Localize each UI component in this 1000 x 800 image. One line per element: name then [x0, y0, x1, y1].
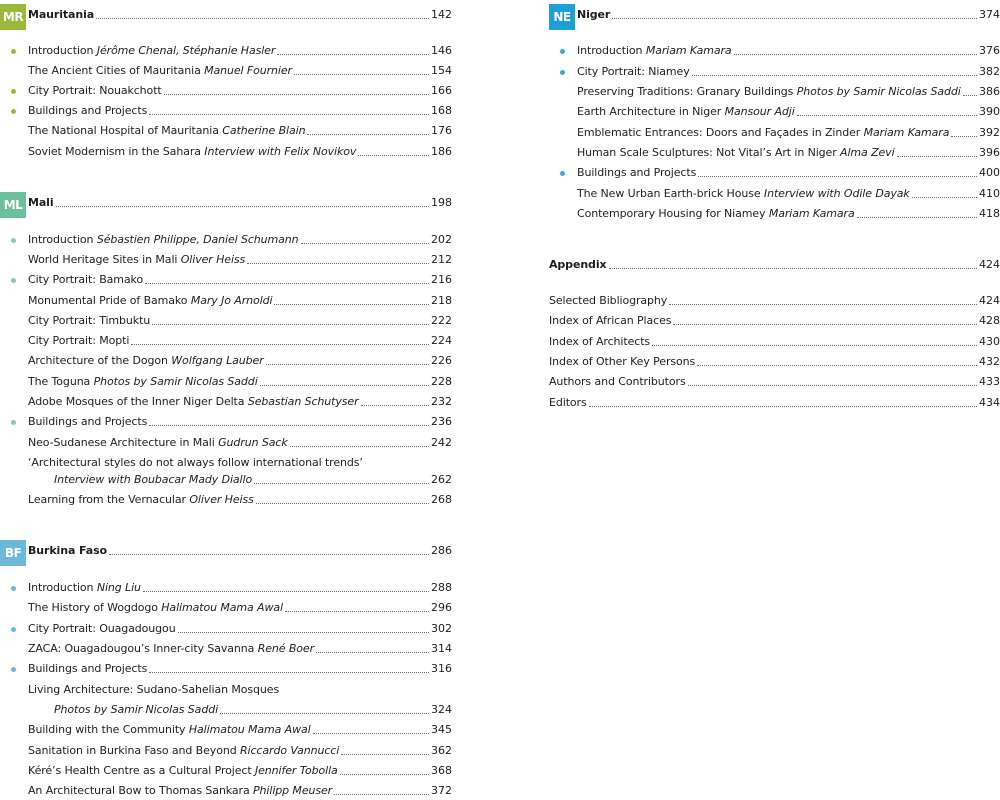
dot-leader	[149, 671, 429, 673]
toc-section-mauritania[interactable]	[0, 4, 452, 24]
section-title: Burkina Faso	[28, 544, 108, 557]
toc-entry[interactable]	[549, 290, 1000, 310]
dot-leader	[334, 793, 429, 795]
bullet-icon	[11, 586, 16, 591]
page-number: 424	[979, 294, 1000, 307]
page-number: 224	[431, 334, 452, 347]
dot-leader	[96, 17, 429, 19]
page-number: 392	[979, 126, 1000, 139]
entry-title: Adobe Mosques of the Inner Niger Delta	[28, 395, 248, 408]
entry-author: Interview with Boubacar Mady Diallo	[54, 473, 253, 486]
entry-title: Buildings and Projects	[28, 415, 148, 428]
toc-entry[interactable]	[549, 310, 1000, 330]
section-title: Appendix	[549, 258, 607, 271]
entry-author: Ning Liu	[96, 581, 141, 594]
page-number: 424	[979, 258, 1000, 271]
entry-author: Photos by Samir Nicolas Saddi	[54, 703, 219, 716]
entry-title: Living Architecture: Sudano-Sahelian Mosques	[28, 683, 280, 696]
dot-leader	[277, 53, 429, 55]
toc-entry[interactable]	[549, 81, 1000, 101]
dot-leader	[358, 154, 429, 156]
page-number: 433	[979, 375, 1000, 388]
page-number: 236	[431, 415, 452, 428]
dot-leader	[290, 445, 429, 447]
toc-entry-line2[interactable]	[0, 469, 452, 489]
entry-title: Index of African Places	[549, 314, 672, 327]
dot-leader	[734, 53, 977, 55]
toc-section-appendix[interactable]	[549, 254, 1000, 274]
bullet-icon	[11, 278, 16, 283]
country-badge-ne: NE	[549, 4, 575, 30]
entry-author: Photos by Samir Nicolas Saddi	[796, 85, 961, 98]
entry-title: Selected Bibliography	[549, 294, 668, 307]
entry-title: City Portrait: Nouakchott	[28, 84, 162, 97]
toc-entry[interactable]	[0, 719, 452, 739]
entry-author: Manuel Fournier	[204, 64, 292, 77]
country-badge-mr: MR	[0, 4, 26, 30]
entry-title: Buildings and Projects	[28, 104, 148, 117]
entry-author: Photos by Samir Nicolas Saddi	[93, 375, 258, 388]
page-number: 212	[431, 253, 452, 266]
toc-entry[interactable]	[0, 489, 452, 509]
entry-title: Building with the Community	[28, 723, 189, 736]
entry-title: City Portrait: Niamey	[577, 65, 690, 78]
dot-leader	[220, 712, 429, 714]
entry-author: René Boer	[257, 642, 315, 655]
page-number: 228	[431, 375, 452, 388]
toc-entry[interactable]	[549, 142, 1000, 162]
page-number: 176	[431, 124, 452, 137]
toc-entry[interactable]	[549, 40, 1000, 60]
dot-leader	[688, 384, 977, 386]
entry-title: World Heritage Sites in Mali	[28, 253, 181, 266]
entry-title: Emblematic Entrances: Doors and Façades in Zinder	[577, 126, 864, 139]
page-number: 316	[431, 662, 452, 675]
dot-leader	[609, 267, 978, 269]
page-number: 242	[431, 436, 452, 449]
entry-title: Buildings and Projects	[28, 662, 148, 675]
toc-entry-line1[interactable]	[28, 679, 452, 699]
toc-entry[interactable]	[0, 229, 452, 249]
page-number: 168	[431, 104, 452, 117]
dot-leader	[692, 74, 977, 76]
page-number: 222	[431, 314, 452, 327]
entry-title: Introduction	[28, 44, 97, 57]
entry-author: Interview with Felix Novikov	[204, 145, 357, 158]
entry-author: Alma Zevi	[840, 146, 895, 159]
page-number: 362	[431, 744, 452, 757]
dot-leader	[612, 17, 977, 19]
entry-title: Kéré’s Health Centre as a Cultural Project	[28, 764, 255, 777]
entry-title: Monumental Pride of Bamako	[28, 294, 191, 307]
section-title: Niger	[577, 8, 611, 21]
entry-author: Interview with Odile Dayak	[763, 187, 910, 200]
page-number: 372	[431, 784, 452, 797]
entry-title: Editors	[549, 396, 587, 409]
entry-title: Neo-Sudanese Architecture in Mali	[28, 436, 219, 449]
toc-entry[interactable]	[0, 60, 452, 80]
page-number: 216	[431, 273, 452, 286]
toc-entry[interactable]	[549, 61, 1000, 81]
entry-author: Sebastian Schutyser	[247, 395, 359, 408]
page-number: 288	[431, 581, 452, 594]
page-number: 154	[431, 64, 452, 77]
toc-entry[interactable]	[0, 330, 452, 350]
toc-entry[interactable]	[0, 141, 452, 161]
page-number: 142	[431, 8, 452, 21]
dot-leader	[652, 344, 977, 346]
dot-leader	[340, 773, 429, 775]
page-number: 396	[979, 146, 1000, 159]
dot-leader	[256, 502, 429, 504]
entry-title: Soviet Modernism in the Sahara	[28, 145, 205, 158]
entry-author: Mariam Kamara	[645, 44, 732, 57]
entry-title: Preserving Traditions: Granary Buildings	[577, 85, 797, 98]
page-number: 166	[431, 84, 452, 97]
entry-title: Authors and Contributors	[549, 375, 686, 388]
bullet-icon	[11, 420, 16, 425]
toc-section-niger[interactable]	[549, 4, 1000, 24]
entry-title: Index of Architects	[549, 335, 651, 348]
toc-entry[interactable]	[549, 203, 1000, 223]
entry-title: Introduction	[28, 233, 97, 246]
entry-author: Halimatou Mama Awal	[188, 723, 311, 736]
entry-title: ZACA: Ouagadougou’s Inner-city Savanna	[28, 642, 258, 655]
entry-title: The Ancient Cities of Mauritania	[28, 64, 205, 77]
entry-title: Sanitation in Burkina Faso and Beyond	[28, 744, 240, 757]
dot-leader	[56, 205, 429, 207]
page-number: 368	[431, 764, 452, 777]
bullet-icon	[11, 627, 16, 632]
dot-leader	[951, 135, 977, 137]
bullet-icon	[11, 89, 16, 94]
page-number: 410	[979, 187, 1000, 200]
entry-author: Catherine Blain	[222, 124, 306, 137]
page-number: 198	[431, 196, 452, 209]
entry-title: City Portrait: Mopti	[28, 334, 130, 347]
dot-leader	[361, 404, 429, 406]
bullet-icon	[11, 667, 16, 672]
entry-title: City Portrait: Ouagadougou	[28, 622, 176, 635]
dot-leader	[143, 590, 429, 592]
section-title: Mali	[28, 196, 54, 209]
dot-leader	[307, 133, 429, 135]
page-number: 376	[979, 44, 1000, 57]
page-number: 262	[431, 473, 452, 486]
toc-entry[interactable]	[549, 351, 1000, 371]
dot-leader	[247, 262, 429, 264]
entry-author: Mansour Adji	[724, 105, 795, 118]
entry-author: Jérôme Chenal, Stéphanie Hasler	[96, 44, 276, 57]
page-number: 434	[979, 396, 1000, 409]
toc-entry[interactable]	[0, 310, 452, 330]
toc-entry[interactable]	[0, 249, 452, 269]
toc-entry[interactable]	[0, 290, 452, 310]
page-number: 186	[431, 145, 452, 158]
dot-leader	[963, 94, 977, 96]
page-number: 390	[979, 105, 1000, 118]
entry-title: Earth Architecture in Niger	[577, 105, 725, 118]
dot-leader	[254, 482, 429, 484]
entry-title: Contemporary Housing for Niamey	[577, 207, 769, 220]
dot-leader	[131, 343, 429, 345]
country-badge-bf: BF	[0, 540, 26, 566]
toc-entry[interactable]	[0, 391, 452, 411]
toc-entry[interactable]	[549, 122, 1000, 142]
section-title: Mauritania	[28, 8, 95, 21]
toc-entry[interactable]	[0, 100, 452, 120]
entry-title: Introduction	[28, 581, 97, 594]
dot-leader	[697, 364, 977, 366]
toc-entry[interactable]	[549, 162, 1000, 182]
page-number: 296	[431, 601, 452, 614]
page-number: 314	[431, 642, 452, 655]
dot-leader	[109, 553, 429, 555]
entry-title: Introduction	[577, 44, 646, 57]
bullet-icon	[11, 238, 16, 243]
page-number: 202	[431, 233, 452, 246]
toc-entry[interactable]	[0, 40, 452, 60]
toc-entry[interactable]	[549, 392, 1000, 412]
entry-author: Riccardo Vannucci	[239, 744, 340, 757]
dot-leader	[316, 651, 429, 653]
entry-title: The History of Wogdogo	[28, 601, 162, 614]
toc-entry[interactable]	[0, 618, 452, 638]
toc-entry[interactable]	[0, 780, 452, 800]
page-number: 286	[431, 544, 452, 557]
dot-leader	[149, 113, 429, 115]
page-number: 218	[431, 294, 452, 307]
page-number: 428	[979, 314, 1000, 327]
toc-entry[interactable]	[549, 331, 1000, 351]
page-number: 382	[979, 65, 1000, 78]
entry-author: Jennifer Tobolla	[254, 764, 338, 777]
dot-leader	[673, 323, 977, 325]
toc-entry[interactable]	[0, 577, 452, 597]
page-number: 374	[979, 8, 1000, 21]
entry-author: Wolfgang Lauber	[171, 354, 264, 367]
toc-entry[interactable]	[549, 183, 1000, 203]
dot-leader	[341, 753, 429, 755]
entry-title: City Portrait: Bamako	[28, 273, 144, 286]
entry-title: An Architectural Bow to Thomas Sankara	[28, 784, 253, 797]
dot-leader	[797, 114, 977, 116]
entry-title: Human Scale Sculptures: Not Vital’s Art in Niger	[577, 146, 841, 159]
dot-leader	[285, 610, 429, 612]
entry-author: Philipp Meuser	[253, 784, 333, 797]
dot-leader	[301, 242, 429, 244]
toc-entry[interactable]	[0, 350, 452, 370]
entry-title: The National Hospital of Mauritania	[28, 124, 223, 137]
page-number: 226	[431, 354, 452, 367]
page-number: 400	[979, 166, 1000, 179]
dot-leader	[178, 631, 429, 633]
toc-entry[interactable]	[0, 432, 452, 452]
entry-author: Mary Jo Arnoldi	[190, 294, 273, 307]
dot-leader	[589, 405, 977, 407]
country-badge-ml: ML	[0, 192, 26, 218]
entry-author: Halimatou Mama Awal	[161, 601, 283, 614]
entry-author: Oliver Heiss	[189, 493, 254, 506]
dot-leader	[260, 384, 429, 386]
dot-leader	[149, 424, 429, 426]
entry-title: City Portrait: Timbuktu	[28, 314, 151, 327]
entry-title: The New Urban Earth-brick House	[577, 187, 764, 200]
dot-leader	[294, 73, 429, 75]
toc-entry[interactable]	[0, 638, 452, 658]
page-number: 302	[431, 622, 452, 635]
dot-leader	[313, 732, 429, 734]
toc-entry[interactable]	[0, 411, 452, 431]
page-number: 430	[979, 335, 1000, 348]
toc-entry[interactable]	[0, 740, 452, 760]
dot-leader	[145, 282, 429, 284]
page-number: 324	[431, 703, 452, 716]
toc-entry[interactable]	[0, 760, 452, 780]
bullet-icon	[560, 49, 565, 54]
page-number: 232	[431, 395, 452, 408]
dot-leader	[912, 196, 977, 198]
dot-leader	[698, 175, 977, 177]
bullet-icon	[11, 109, 16, 114]
entry-author: Mariam Kamara	[863, 126, 950, 139]
toc-entry[interactable]	[0, 658, 452, 678]
bullet-icon	[560, 70, 565, 75]
toc-entry[interactable]	[0, 371, 452, 391]
page-number: 418	[979, 207, 1000, 220]
entry-author: Gudrun Sack	[218, 436, 288, 449]
page-number: 345	[431, 723, 452, 736]
toc-entry[interactable]	[0, 120, 452, 140]
page-number: 146	[431, 44, 452, 57]
entry-author: Sébastien Philippe, Daniel Schumann	[96, 233, 299, 246]
entry-title: Index of Other Key Persons	[549, 355, 696, 368]
toc-entry[interactable]	[0, 80, 452, 100]
entry-author: Oliver Heiss	[180, 253, 246, 266]
toc-section-burkina-faso[interactable]	[0, 540, 452, 560]
entry-title: Buildings and Projects	[577, 166, 697, 179]
toc-entry-line2[interactable]	[0, 699, 452, 719]
entry-title: The Toguna	[28, 375, 94, 388]
entry-title: Learning from the Vernacular	[28, 493, 190, 506]
toc-entry[interactable]	[549, 371, 1000, 391]
dot-leader	[152, 323, 429, 325]
bullet-icon	[11, 49, 16, 54]
dot-leader	[669, 303, 977, 305]
page-number: 268	[431, 493, 452, 506]
entry-title: ‘Architectural styles do not always follow international trends’	[28, 456, 363, 469]
entry-author: Mariam Kamara	[768, 207, 855, 220]
page-number: 432	[979, 355, 1000, 368]
entry-title: Architecture of the Dogon	[28, 354, 172, 367]
toc-entry[interactable]	[0, 597, 452, 617]
toc-entry[interactable]	[549, 101, 1000, 121]
dot-leader	[857, 216, 977, 218]
dot-leader	[266, 363, 429, 365]
toc-section-mali[interactable]	[0, 192, 452, 212]
bullet-icon	[560, 171, 565, 176]
dot-leader	[274, 303, 429, 305]
dot-leader	[897, 155, 977, 157]
dot-leader	[164, 93, 429, 95]
page-number: 386	[979, 85, 1000, 98]
toc-entry[interactable]	[0, 269, 452, 289]
